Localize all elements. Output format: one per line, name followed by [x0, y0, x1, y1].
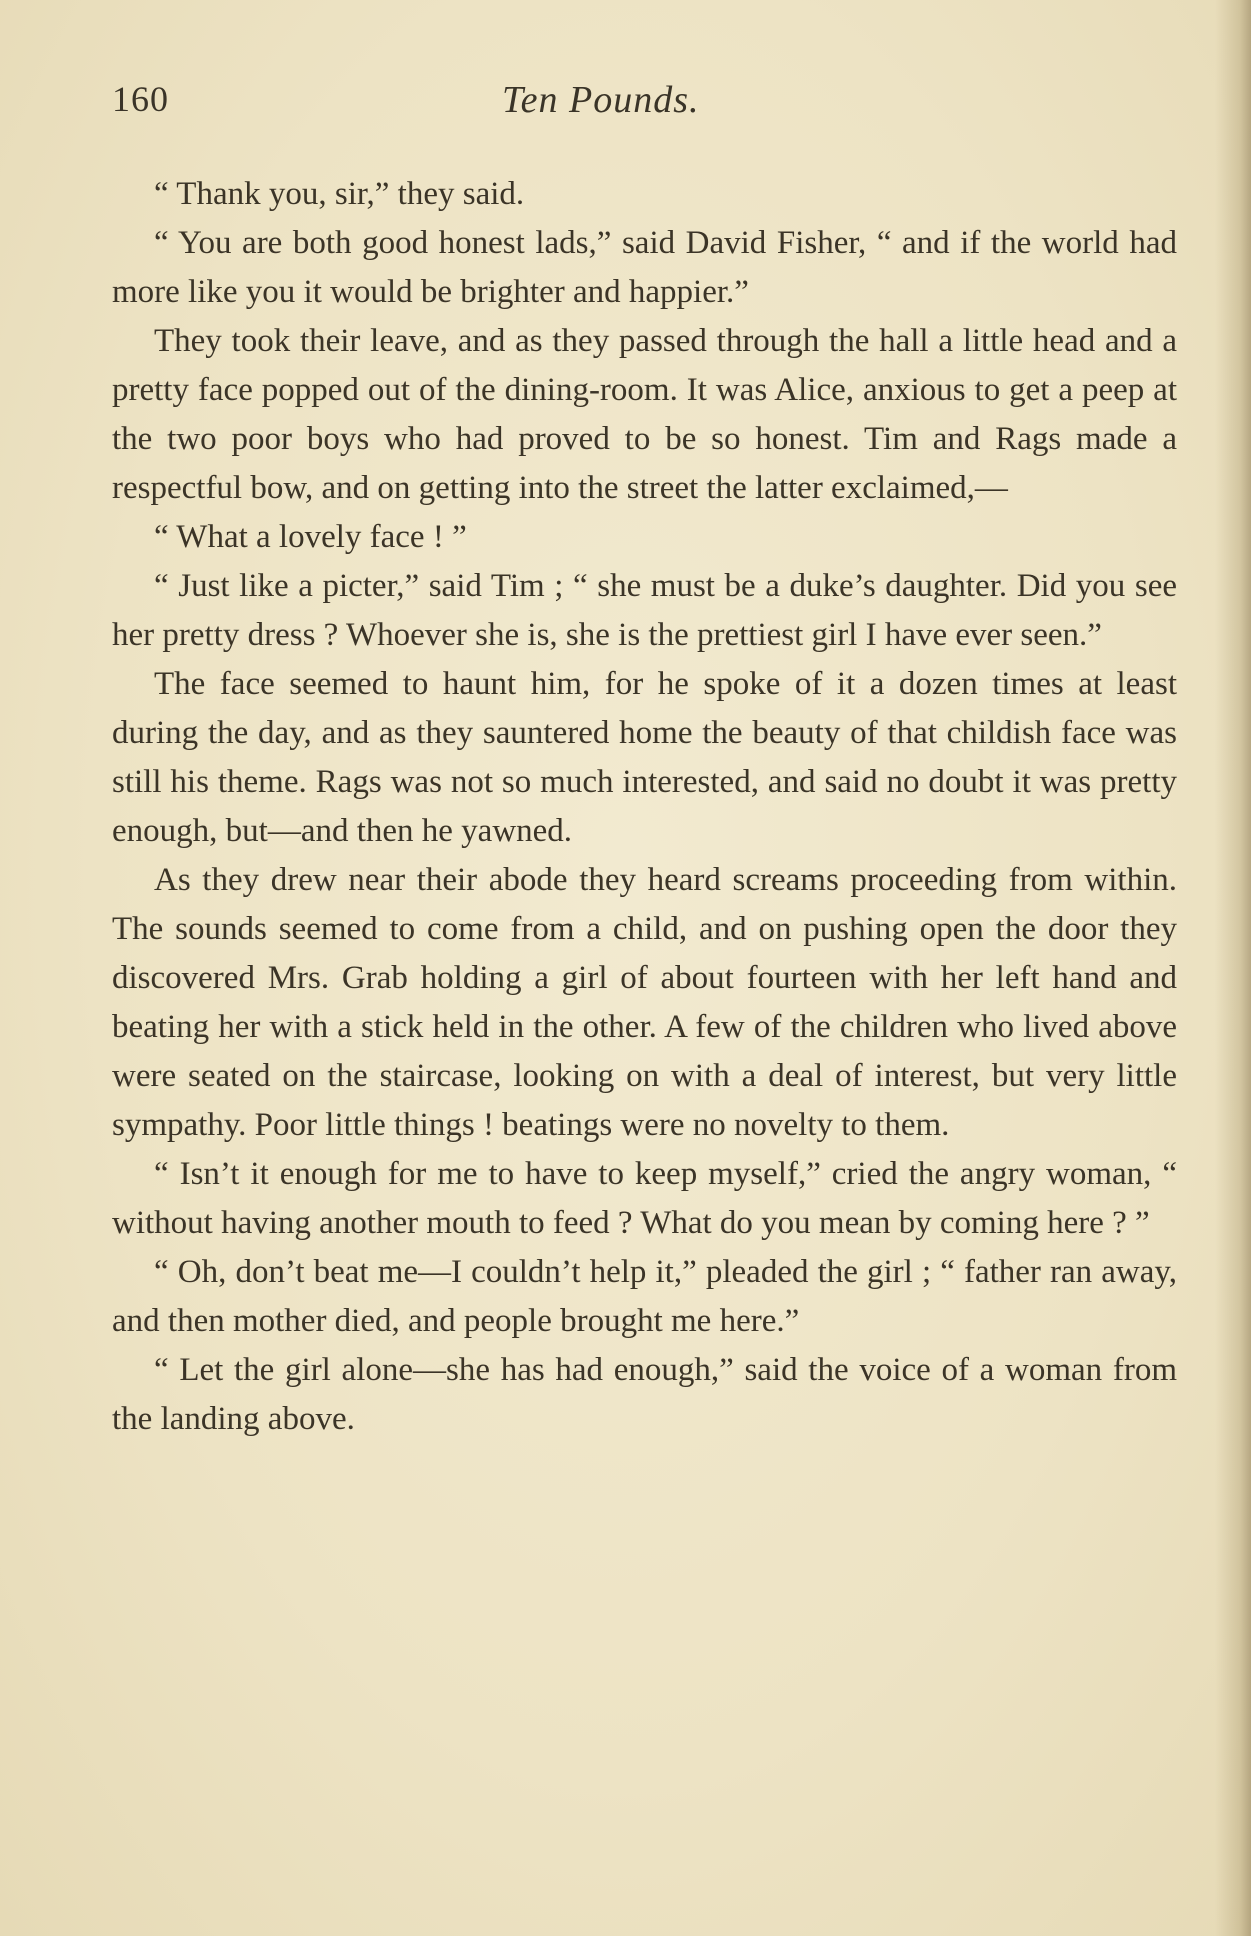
running-title: Ten Pounds.: [502, 79, 700, 121]
paragraph: “ Just like a picter,” said Tim ; “ she must be a duke’s daughter. Did you see her pretty dress ? Whoever she is, she is the prettiest girl I have ever seen.”: [112, 568, 1177, 653]
paragraph: “ Isn’t it enough for me to have to keep myself,” cried the angry woman, “ without having another mouth to feed ? What do you mean by coming here ? ”: [112, 1156, 1177, 1241]
body-text: [112, 170, 1177, 1444]
paragraph: “ Let the girl alone—she has had enough,” said the voice of a woman from the landing above.: [112, 1352, 1177, 1437]
paragraph: As they drew near their abode they heard screams proceeding from within. The sounds seemed to come from a child, and on pushing open the door they discovered Mrs. Grab holding a girl of about fourteen with her left hand and beating her with a stick held in the other. A few of the children who lived above were seated on the staircase, looking on with a deal of interest, but very little sympathy. Poor little things ! beatings were no novelty to them.: [112, 862, 1177, 1143]
page-number: 160: [112, 79, 169, 119]
paragraph: The face seemed to haunt him, for he spoke of it a dozen times at least during the day, and as they sauntered home the beauty of that childish face was still his theme. Rags was not so much interested, and said no doubt it was pretty enough, but—and then he yawned.: [112, 666, 1177, 849]
paragraph: “ Thank you, sir,” they said.: [154, 176, 525, 212]
paragraph: They took their leave, and as they passed through the hall a little head and a pretty face popped out of the dining-room. It was Alice, anxious to get a peep at the two poor boys who had proved to be so honest. Tim and Rags made a respectful bow, and on getting into the street the latter exclaimed,—: [112, 323, 1177, 506]
paragraph: “ You are both good honest lads,” said David Fisher, “ and if the world had more like you it would be brighter and happier.”: [112, 225, 1177, 310]
page-header: [112, 78, 1172, 128]
paragraph: “ What a lovely face ! ”: [154, 519, 467, 555]
paragraph: “ Oh, don’t beat me—I couldn’t help it,” pleaded the girl ; “ father ran away, and then mother died, and people brought me here.”: [112, 1254, 1177, 1339]
